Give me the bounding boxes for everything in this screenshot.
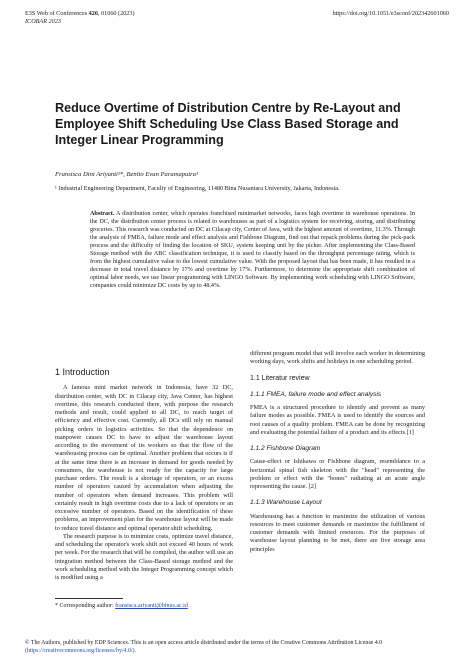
fishbone-paragraph: Cause-effect or Ishikawa or Fishbone diagram, resemblance to a horizontal spinal fish skeleton with the "head" representing the problem or effect with the "bones" radiating at an acute angle representing the cause. [2]: [250, 458, 425, 490]
intro-paragraph-2: The research purpose is to minimize costs, optimize travel distance, and scheduling the operator's work shift not exceed 40 hours of work per week. For the research that will be compiled, the author will use an integration method between the Class-Based storage method and the work scheduling method with the Integer Programming concept which is modified using a: [55, 532, 233, 581]
subsubsection-heading-fmea: 1.1.1 FMEA, failure mode and effect analysis: [250, 390, 382, 398]
author-list: Fransisca Dini Ariyanti¹*, Benito Evan Paramaputra¹: [55, 171, 199, 178]
journal-line: E3S Web of Conferences 426, 01060 (2023): [25, 10, 135, 17]
fmea-paragraph: FMEA is a structured procedure to identify and prevent as many failure modes as possible. FMEA is used to identify the sources and root causes of a quality problem. FMEA can be done by recognizing and evaluating the potential failure of a product and its effects.[1]: [250, 404, 425, 436]
warehouse-paragraph: Warehousing has a function to maximize the utilization of various resources to meet customer demands or maximize the fulfillment of customer demands with limited resources. For the purposes of warehouse layout planning to be met, there are five storage area principles: [250, 512, 425, 553]
intro-paragraph-1: A famous mini market network in Indonesia, have 32 DC, distribution center, with DC in Cilacap city, Java Center, has highest overtime, this research conducted there, with purpose the research methods and result, could applied to all DC, to reach target of efficiency and effective cost. Currently, all DCs still rely on manual picking orders in logistics activities. So that the dependence on manpower causes DC to have to adjust the warehouse layout according to the movement of its workers so that the flow of the warehousing process can be optimal. Another problem that occurs is if at the same time there is an increase in demand for goods needed by consumers, the warehouse is not ready for the capacity for large purchase orders. The result is a shortage of operators, or an excess number of operators caused by accumulation when adjusting the number of operators when demand increases. This problem will certainly result in high overtime costs due to a lack of operators or an excessive number of operators. Based on the identification of these problems, an improvement plan for the warehouse layout will be made to reduce travel distance and optimal operator shift scheduling.: [55, 384, 233, 532]
affiliation: ¹ Industrial Engineering Department, Faculty of Engineering, 11480 Bina Nusantara University, Jakarta, Indonesia.: [55, 185, 340, 192]
left-column: [55, 368, 233, 582]
footnote-divider: [55, 598, 123, 599]
abstract-text: A distribution center, which operates franchised minimarket networks, faces high overtime in warehouse operations. In the DC, the distribution center process is related to warehouses as part of a logistics system for receiving, storing, and distributing groceries. This research was conducted on DC at Cilacap city, Center of Java, with the highest amount of overtime, 11.3%. Through the analysis of FMEA, failure mode and effect analysis and Fishbone Diagram, find out that repack problems during the pick-pack process and the difficulty of finding the location of SKU, system keeping unit by the picker. After implementing the Class-Based Storage method with the ABC classification technique, it is used to classify based on the throughput percentage rating, which is from the highest cumulative value to the lowest cumulative value. With the proposed layout that has been made, it has resulted in a decrease in total travel distance by 17% and overtime by 17%. Furthermore, to determine the appropriate shift combination of optimal labor needs, we use linear programming with LINGO Software. By implementing work scheduling with LINGO Software, companies could minimize DC costs by up to 48.4%.: [90, 211, 415, 289]
author-email-link[interactable]: fransisca.ariyanti@binus.ac.id: [115, 603, 188, 609]
footnote: [55, 603, 188, 609]
intro-paragraph-continued: different program model that will involve each worker in determining working days, work shifts and holidays in one scheduling period.: [250, 350, 425, 366]
running-header-left: [25, 10, 135, 26]
license-notice: [25, 640, 453, 655]
conference-name: ICOBAR 2023: [25, 18, 61, 25]
license-text: © The Authors, published by EDP Sciences. This is an open access article distributed under the terms of the Creative Commons Attribution License 4.0: [25, 640, 383, 646]
abstract: [90, 210, 415, 290]
section-heading-introduction: 1 Introduction: [55, 367, 110, 377]
license-url-link[interactable]: (https://creativecommons.org/licenses/by/4.0/).: [25, 647, 136, 654]
journal-volume: 426: [88, 10, 98, 17]
subsection-heading-literature: 1.1 Literatur review: [250, 374, 310, 382]
abstract-label: Abstract.: [90, 211, 115, 217]
footnote-label: * Corresponding author:: [55, 603, 116, 609]
right-column: [250, 350, 425, 554]
subsubsection-heading-fishbone: 1.1.2 Fishbone Diagram: [250, 445, 321, 452]
doi-link[interactable]: https://doi.org/10.1051/e3sconf/202342601060: [332, 10, 449, 17]
subsubsection-heading-warehouse: 1.1.3 Warehouse Layout: [250, 499, 322, 507]
paper-title: Reduce Overtime of Distribution Centre by Re-Layout and Employee Shift Scheduling Use Class Based Storage and Integer Linear Programming: [55, 101, 401, 147]
